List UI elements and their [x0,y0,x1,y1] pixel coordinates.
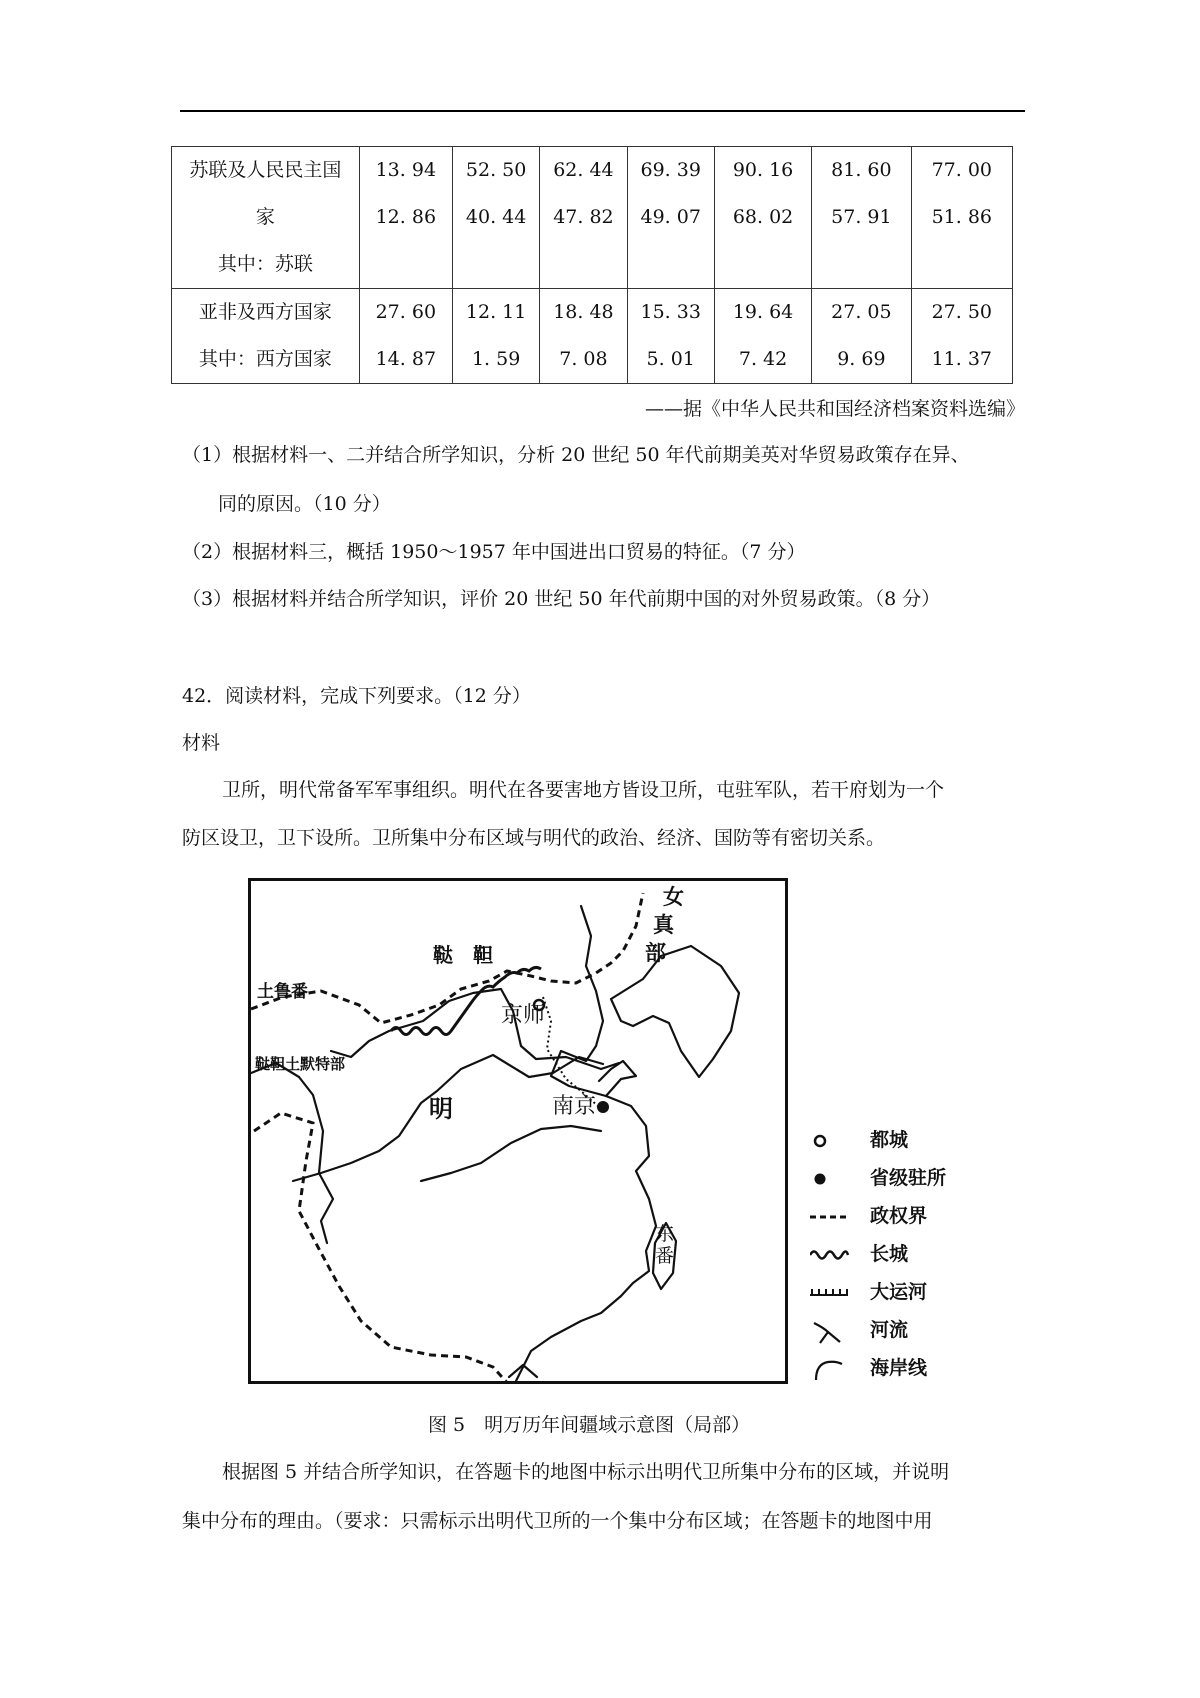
cell-value: 77. 00 [931,159,992,181]
row-label-line: 家 [255,206,275,228]
trade-table [171,146,1013,384]
border-legend-icon [810,1204,850,1230]
nanjing-symbol [597,1101,609,1113]
task-line-2: 集中分布的理由。（要求：只需标示出明代卫所的一个集中分布区域；在答题卡的地图中用 [182,1510,933,1532]
cell-value: 11. 37 [931,348,992,370]
value-cell [714,289,811,384]
capital-legend-icon [810,1128,850,1154]
row-label-cell [172,289,360,384]
material-label: 材料 [182,732,221,754]
cell-value: 49. 07 [640,206,701,228]
political-border-southwest [254,1113,511,1384]
question-1-line-1: （1）根据材料一、二并结合所学知识，分析 20 世纪 50 年代前期美英对华贸易政策存在异、 [182,444,970,466]
table-source: ——据《中华人民共和国经济档案资料选编》 [644,398,1025,420]
river-legend-icon [810,1318,850,1344]
value-cell [627,289,714,384]
grand-canal-legend-icon [810,1280,850,1306]
cell-value: 52. 50 [465,159,527,181]
question-3: （3）根据材料并结合所学知识，评价 20 世纪 50 年代前期中国的对外贸易政策。（8 分） [182,588,941,610]
ming-territory-map [248,878,788,1384]
row-label-line: 亚非及西方国家 [198,301,332,323]
cell-value: 5. 01 [646,348,695,370]
legend-item [810,1200,1010,1238]
question-2: （2）根据材料三，概括 1950～1957 年中国进出口贸易的特征。（7 分） [182,541,806,563]
legend-label: 都城 [870,1129,909,1151]
cell-value: 62. 44 [553,159,614,181]
label-tatar: 鞑 靼 [433,943,493,967]
coastline-legend-icon [810,1356,850,1382]
header-rule [180,110,1025,112]
legend-label: 长城 [870,1243,909,1265]
label-jurchen-3: 部 [645,941,666,965]
label-nanjing: 南京 [552,1094,597,1119]
legend-item [810,1124,1010,1162]
label-taiwan-2: 番 [655,1245,675,1267]
cell-value: 51. 86 [931,206,992,228]
row-label-line: 其中：苏联 [217,253,313,275]
row-label-cell [172,147,360,289]
legend-label: 河流 [870,1319,909,1341]
question-42-heading: 42．阅读材料，完成下列要求。（12 分） [182,685,531,707]
value-cell [359,147,452,289]
row-label-line: 苏联及人民民主国 [189,159,342,181]
cell-value: 27. 50 [931,301,992,323]
value-cell [627,147,714,289]
label-taiwan-1: 东 [655,1223,675,1245]
value-cell [540,147,627,289]
table-row [172,147,1013,289]
cell-value: 47. 82 [553,206,614,228]
legend-item [810,1238,1010,1276]
legend-item [810,1162,1010,1200]
korea-coast [611,946,739,1077]
great-wall-legend-icon [810,1242,850,1268]
cell-value: 14. 87 [375,348,437,370]
cell-value: 27. 05 [831,301,892,323]
provincial-seat-legend-icon [810,1166,850,1192]
cell-value: 81. 60 [831,159,892,181]
label-tumed: 鞑靼土默特部 [255,1055,346,1073]
cell-value: 7. 42 [738,348,788,370]
legend-item [810,1314,1010,1352]
legend-label: 省级驻所 [870,1167,947,1189]
value-cell [812,289,911,384]
map-drawing [251,881,788,1384]
cell-value: 27. 60 [375,301,437,323]
value-cell [540,289,627,384]
cell-value: 90. 16 [732,159,794,181]
value-cell [452,289,539,384]
table-row [172,289,1013,384]
question-1-line-2: 同的原因。（10 分） [218,493,391,515]
cell-value: 57. 91 [831,206,892,228]
task-line-1: 根据图 5 并结合所学知识，在答题卡的地图中标示出明代卫所集中分布的区域，并说明 [222,1461,950,1483]
legend-label: 政权界 [870,1205,928,1227]
cell-value: 7. 08 [559,348,608,370]
label-jurchen-2: 真 [653,913,674,937]
cell-value: 12. 11 [465,301,527,323]
legend-label: 大运河 [870,1281,928,1303]
legend-item [810,1276,1010,1314]
cell-value: 1. 59 [471,348,521,370]
value-cell [911,147,1012,289]
cell-value: 19. 64 [732,301,794,323]
legend-label: 海岸线 [870,1357,928,1379]
map-legend [810,1124,1010,1390]
value-cell [812,147,911,289]
label-jurchen-1: 女 [663,885,684,909]
cell-value: 18. 48 [553,301,614,323]
cell-value: 68. 02 [732,206,794,228]
label-turfan: 土鲁番 [257,982,308,1002]
value-cell [452,147,539,289]
value-cell [911,289,1012,384]
row-label-line: 其中：西方国家 [198,348,332,370]
figure-caption: 图 5 明万历年间疆域示意图（局部） [428,1414,751,1436]
cell-value: 40. 44 [465,206,527,228]
cell-value: 9. 69 [837,348,886,370]
cell-value: 15. 33 [640,301,701,323]
legend-item [810,1352,1010,1390]
label-capital: 京师 [501,1003,546,1028]
cell-value: 13. 94 [375,159,437,181]
cell-value: 12. 86 [375,206,437,228]
material-paragraph-line-1: 卫所，明代常备军军事组织。明代在各要害地方皆设卫所，屯驻军队，若干府划为一个 [222,779,945,801]
western-frontier [251,1063,333,1243]
cell-value: 69. 39 [640,159,701,181]
value-cell [714,147,811,289]
shandong-coast [599,1061,636,1096]
material-paragraph-line-2: 防区设卫，卫下设所。卫所集中分布区域与明代的政治、经济、国防等有密切关系。 [182,827,886,849]
value-cell [359,289,452,384]
label-ming: 明 [429,1095,453,1123]
tributary-south [421,1126,601,1181]
